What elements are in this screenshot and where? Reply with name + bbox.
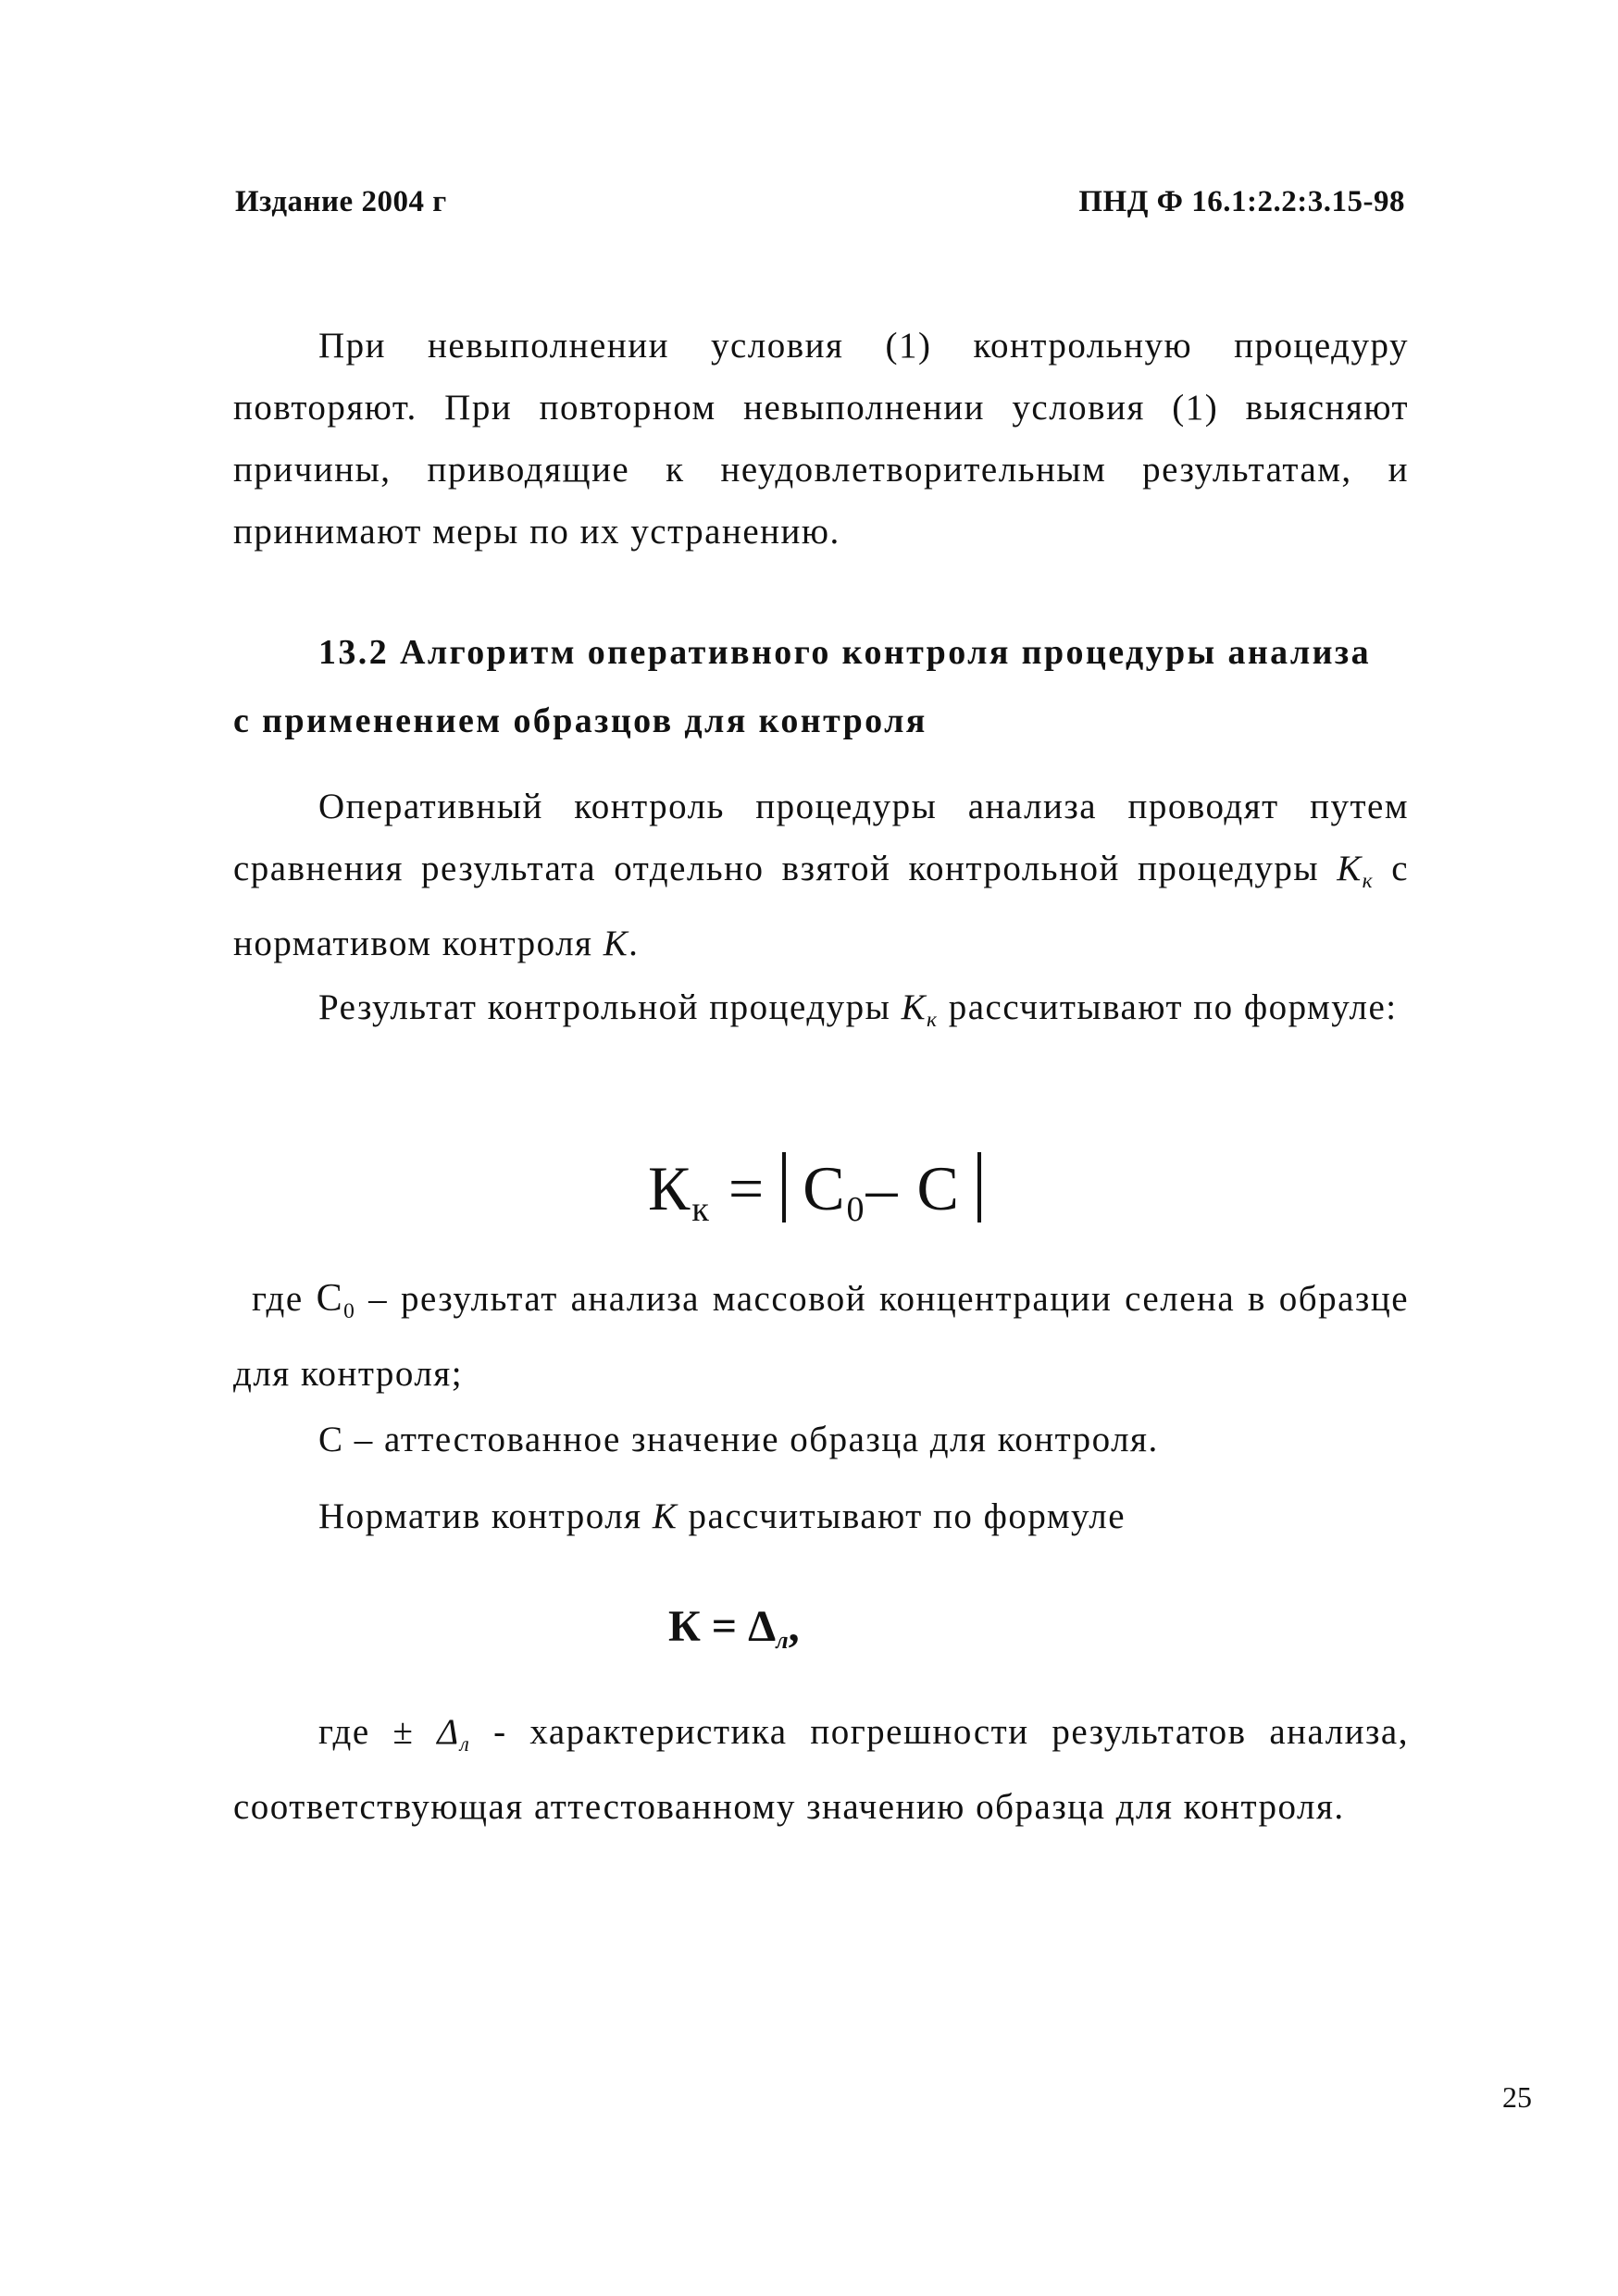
paragraph-c-definition: С – аттестованное значение образца для контроля.	[318, 1420, 1159, 1459]
page-number: 25	[1502, 2080, 1532, 2114]
abs-bar-right	[977, 1152, 981, 1222]
paragraph-delta-definition: где ± $\Delta_л$ - характеристика погрешности результатов анализа, соответствующая аттестованному значению образца для контроля.	[233, 1712, 1409, 1828]
section-title-line-2: с применением образцов для контроля	[233, 701, 927, 740]
paragraph-operative-control: Оперативный контроль процедуры анализа проводят путем сравнения результата отдельно взятой контрольной процедуры $К_к$ с нормативом контроля К.	[233, 787, 1409, 964]
formula-k: $К = \Delta_л$,	[668, 1602, 800, 1654]
section-title	[233, 618, 1427, 755]
abs-bar-left	[782, 1152, 786, 1222]
formula-kk: $К_к = С_0-$ С	[648, 1152, 998, 1230]
paragraph-result-formula-intro: Результат контрольной процедуры $К_к$ рассчитывают по формуле:	[318, 987, 1398, 1033]
header-edition: Издание 2004 г	[235, 185, 447, 218]
paragraph-repeat-procedure: При невыполнении условия (1) контрольную процедуру повторяют. При повторном невыполнении условия (1) выясняют причины, приводящие к неудовлетворительным результатам, и принимают меры по их устранению.	[233, 326, 1409, 552]
paragraph-norm-intro: Норматив контроля К рассчитывают по формуле	[318, 1496, 1126, 1536]
header-document-code: ПНД Ф 16.1:2.2:3.15-98	[1078, 185, 1405, 218]
section-title-line-1: 13.2 Алгоритм оперативного контроля процедуры анализа	[318, 633, 1372, 672]
paragraph-c0-definition: где $С_0$ – результат анализа массовой концентрации селена в образце для контроля;	[233, 1277, 1410, 1395]
